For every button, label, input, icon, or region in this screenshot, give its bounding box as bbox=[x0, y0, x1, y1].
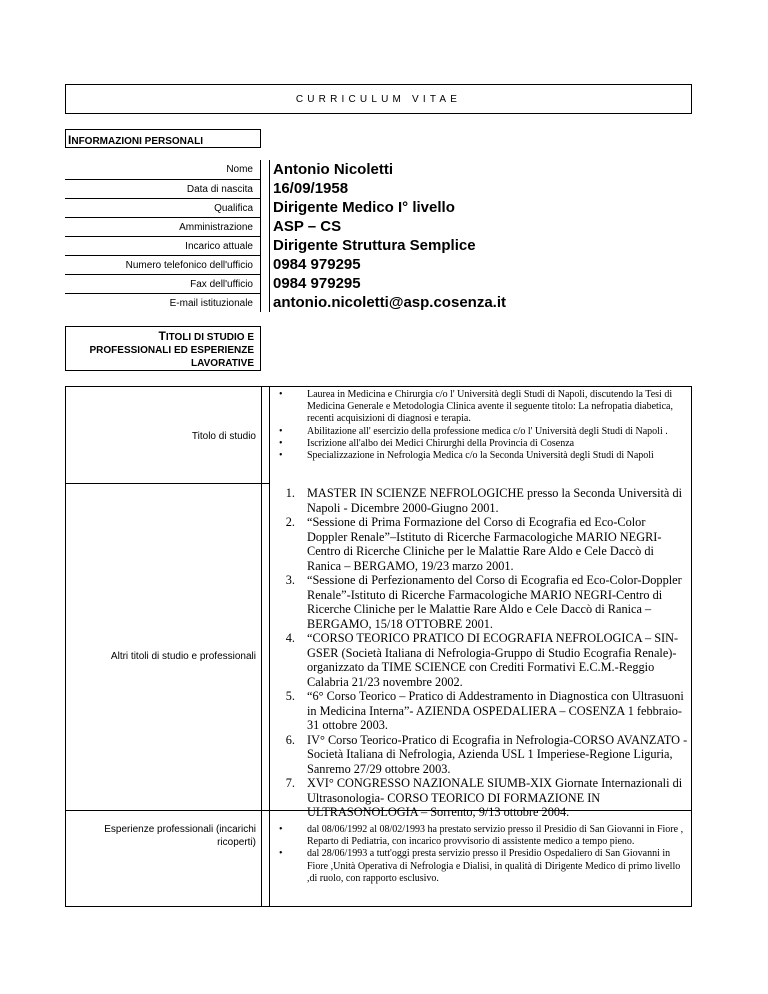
altri-item-text: “CORSO TEORICO PRATICO DI ECOGRAFIA NEFROLOGICA – SIN-GSER (Società Italiana di Nefrologia-Gruppo di Studio Ecografia Renale)- organizzato da TIME SCIENCE con Crediti Formativi E.C.M.-Reggio Calabria 21/23 novembre 2002. bbox=[307, 631, 679, 689]
row-divider bbox=[269, 198, 270, 217]
bullet-icon: • bbox=[279, 389, 283, 400]
cv-title: CURRICULUM VITAE bbox=[295, 93, 462, 105]
list-item bbox=[270, 631, 688, 689]
education-header-line3: LAVORATIVE bbox=[191, 358, 254, 369]
data-nascita-label: Data di nascita bbox=[65, 179, 261, 198]
titolo-item-text: Iscrizione all'albo dei Medici Chirurghi della Provincia di Cosenza bbox=[307, 437, 575, 449]
personal-header-initial: I bbox=[68, 133, 72, 147]
bullet-icon: • bbox=[279, 450, 283, 462]
data-nascita-value: 16/09/1958 bbox=[273, 180, 349, 197]
row-divider bbox=[269, 217, 270, 236]
qualifica-value: Dirigente Medico I° livello bbox=[273, 199, 455, 216]
row-divider bbox=[269, 236, 270, 255]
personal-row-telefono bbox=[65, 255, 705, 274]
altri-item-text: IV° Corso Teorico-Pratico di Ecografia in Nefrologia-CORSO AVANZATO - Società Italiana di Nefrologia, Azienda USL 1 Imperiese-Regione Liguria, Sanremo 27/29 ottobre 2003. bbox=[307, 732, 688, 776]
telefono-label: Numero telefonico dell'ufficio bbox=[65, 255, 261, 274]
row-divider bbox=[269, 274, 270, 293]
incarico-value: Dirigente Struttura Semplice bbox=[273, 237, 476, 254]
esperienze-item-text: dal 08/06/1992 al 08/02/1993 ha prestato servizio presso il Presidio di San Giovanni in Fiore , Reparto di Pediatria, con incarico provvisorio di assistente medico a tempo pieno. bbox=[307, 824, 684, 848]
esperienze-list bbox=[270, 824, 688, 885]
esperienze-content bbox=[270, 824, 688, 885]
personal-row-data-nascita bbox=[65, 179, 705, 198]
list-item bbox=[270, 426, 688, 438]
bullet-icon: • bbox=[279, 848, 283, 860]
esperienze-label bbox=[66, 823, 256, 849]
education-header-line2: PROFESSIONALI ED ESPERIENZE bbox=[89, 345, 254, 356]
list-item bbox=[270, 776, 688, 820]
fax-value: 0984 979295 bbox=[273, 275, 361, 292]
list-number: 4. bbox=[285, 631, 295, 645]
fax-label: Fax dell'ufficio bbox=[65, 274, 261, 293]
list-number: 2. bbox=[285, 515, 295, 529]
altri-titoli-list bbox=[270, 486, 688, 820]
email-label: E-mail istituzionale bbox=[65, 293, 261, 312]
bullet-icon: • bbox=[279, 425, 283, 437]
altri-item-text: “6° Corso Teorico – Pratico di Addestramento in Diagnostica con Ultrasuoni in Medicina Interna”- AZIENDA OSPEDALIERA – COSENZA 1 febbraio-31 ottobre 2003. bbox=[307, 689, 684, 732]
nome-label: Nome bbox=[65, 160, 261, 179]
altri-item-text: “Sessione di Prima Formazione del Corso di Ecografia ed Eco-Color Doppler Renale”–Istituto di Ricerche Farmacologiche MARIO NEGRI-Centro di Ricerche Cliniche per le Malattie Rare Aldo e Cele Daccò di Ranica – BERGAMO, 19/23 marzo 2001. bbox=[307, 515, 662, 573]
bullet-icon: • bbox=[279, 437, 283, 449]
row-separator bbox=[66, 483, 270, 484]
titolo-item-text: Specializzazione in Nefrologia Medica c/o la Seconda Università degli Studi di Napoli bbox=[307, 450, 654, 462]
titolo-studio-list bbox=[270, 389, 688, 462]
personal-row-amministrazione bbox=[65, 217, 705, 236]
personal-info-header bbox=[65, 129, 261, 148]
email-value: antonio.nicoletti@asp.cosenza.it bbox=[273, 294, 506, 311]
esperienze-label-line1: Esperienze professionali (incarichi bbox=[104, 824, 256, 835]
personal-info-table bbox=[65, 160, 705, 312]
esperienze-label-line2: ricoperti) bbox=[217, 837, 256, 848]
nome-value: Antonio Nicoletti bbox=[273, 161, 393, 178]
personal-row-qualifica bbox=[65, 198, 705, 217]
list-item bbox=[270, 438, 688, 450]
altri-titoli-content bbox=[270, 486, 688, 820]
list-item bbox=[270, 450, 688, 462]
titolo-studio-content bbox=[270, 389, 688, 462]
list-number: 7. bbox=[285, 776, 295, 790]
titolo-studio-label: Titolo di studio bbox=[191, 431, 256, 442]
list-item bbox=[270, 389, 688, 426]
education-header-line1 bbox=[66, 330, 254, 344]
qualifica-label: Qualifica bbox=[65, 198, 261, 217]
altri-item-text: XVI° CONGRESSO NAZIONALE SIUMB-XIX Giornate Internazionali di Ultrasonologia- CORSO TEORICO DI FORMAZIONE IN ULTRASONOLOGIA – Sorrento, 9/13 ottobre 2004. bbox=[307, 776, 683, 819]
list-item bbox=[270, 573, 688, 631]
altri-item-text: “Sessione di Perfezionamento del Corso di Ecografia ed Eco-Color-Doppler Renale”-Istituto di Ricerche Farmacologiche MARIO NEGRI-Centro di Ricerche Cliniche per le Malattie Rare Aldo e Cele Daccò di Ranica – BERGAMO, 15/18 OTTOBRE 2001. bbox=[307, 573, 682, 631]
list-item bbox=[270, 515, 688, 573]
bullet-icon: • bbox=[279, 824, 283, 835]
education-table bbox=[65, 386, 692, 907]
row-divider bbox=[269, 255, 270, 274]
list-number: 6. bbox=[285, 732, 295, 747]
gap-column bbox=[262, 387, 270, 906]
altri-titoli-label: Altri titoli di studio e professionali bbox=[110, 651, 256, 662]
education-header bbox=[65, 326, 261, 371]
row-divider bbox=[269, 293, 270, 312]
titolo-item-text: Laurea in Medicina e Chirurgia c/o l' Università degli Studi di Napoli, discutendo la Tesi di Medicina Generale e Metodologia Clinica avente il seguente titolo: La nefropatia diabetica, recenti acquisizioni di diagnosi e terapia. bbox=[307, 389, 673, 425]
row-divider bbox=[269, 160, 270, 179]
list-item bbox=[270, 689, 688, 733]
list-item bbox=[270, 824, 688, 848]
list-item bbox=[270, 733, 688, 777]
esperienze-item-text: dal 28/06/1993 a tutt'oggi presta servizio presso il Presidio Ospedaliero di San Giovanni in Fiore ,Unità Operativa di Nefrologia e Dialisi, in qualità di Dirigente Medico di primo livello ,di ruolo, con rapporto esclusivo. bbox=[307, 848, 681, 884]
list-number: 1. bbox=[285, 486, 295, 500]
amministrazione-value: ASP – CS bbox=[273, 218, 342, 235]
row-divider bbox=[269, 179, 270, 198]
list-item bbox=[270, 848, 688, 885]
titolo-item-text: Abilitazione all' esercizio della professione medica c/o l' Università degli Studi di Napoli . bbox=[307, 425, 668, 437]
altri-item-text: MASTER IN SCIENZE NEFROLOGICHE presso la Seconda Università di Napoli - Dicembre 2000-Giugno 2001. bbox=[307, 486, 683, 515]
list-item bbox=[270, 486, 688, 515]
education-header-line1-rest: ITOLI DI STUDIO E bbox=[165, 332, 254, 343]
incarico-label: Incarico attuale bbox=[65, 236, 261, 255]
telefono-value: 0984 979295 bbox=[273, 256, 361, 273]
education-header-initial: T bbox=[158, 329, 166, 343]
personal-row-nome bbox=[65, 160, 705, 179]
amministrazione-label: Amministrazione bbox=[65, 217, 261, 236]
personal-row-email bbox=[65, 293, 705, 312]
personal-header-rest: NFORMAZIONI PERSONALI bbox=[71, 136, 204, 147]
list-number: 5. bbox=[285, 689, 295, 703]
personal-row-fax bbox=[65, 274, 705, 293]
cv-title-box bbox=[65, 84, 692, 114]
list-number: 3. bbox=[285, 573, 295, 587]
personal-row-incarico bbox=[65, 236, 705, 255]
